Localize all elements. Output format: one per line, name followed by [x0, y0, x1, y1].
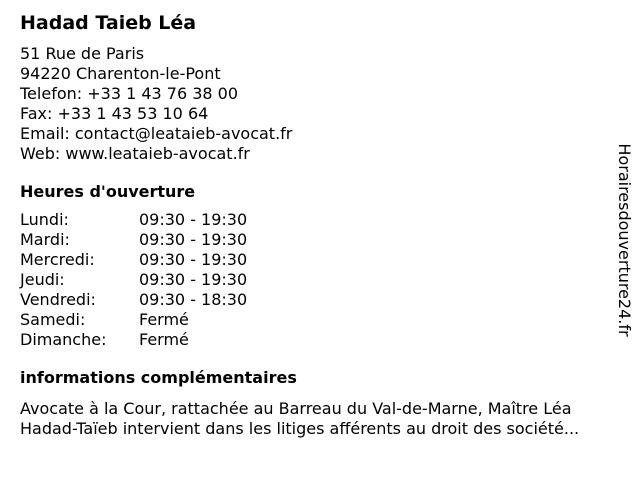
- hours-row-saturday: [20, 310, 620, 330]
- day-hours: Fermé: [139, 310, 189, 329]
- day-hours: Fermé: [139, 330, 189, 349]
- phone-number: Telefon: +33 1 43 76 38 00: [20, 84, 239, 103]
- hours-row-monday: [20, 210, 620, 230]
- description-line: Avocate à la Cour, rattachée au Barreau du Val-de-Marne, Maître Léa: [20, 399, 572, 418]
- additional-info-heading: informations complémentaires: [20, 368, 297, 387]
- hours-row-sunday: [20, 330, 620, 350]
- opening-hours-table: [20, 210, 620, 350]
- day-label: Jeudi:: [20, 270, 65, 289]
- additional-info-text: [20, 399, 620, 439]
- hours-row-wednesday: [20, 250, 620, 270]
- fax-number: Fax: +33 1 43 53 10 64: [20, 104, 209, 123]
- description-line: Hadad-Taïeb intervient dans les litiges afférents au droit des société...: [20, 419, 580, 438]
- contact-block: [20, 44, 620, 164]
- business-card: [20, 10, 620, 439]
- email-address: Email: contact@leataieb-avocat.fr: [20, 124, 293, 143]
- day-hours: 09:30 - 19:30: [139, 230, 248, 249]
- address-city: 94220 Charenton-le-Pont: [20, 64, 221, 83]
- day-hours: 09:30 - 19:30: [139, 210, 248, 229]
- business-name: Hadad Taieb Léa: [20, 12, 197, 34]
- hours-row-thursday: [20, 270, 620, 290]
- day-label: Samedi:: [20, 310, 86, 329]
- day-label: Mercredi:: [20, 250, 95, 269]
- address-street: 51 Rue de Paris: [20, 44, 145, 63]
- day-hours: 09:30 - 19:30: [139, 250, 248, 269]
- hours-row-tuesday: [20, 230, 620, 250]
- day-label: Vendredi:: [20, 290, 96, 309]
- opening-hours-heading: Heures d'ouverture: [20, 182, 196, 201]
- website: Web: www.leataieb-avocat.fr: [20, 144, 250, 163]
- day-hours: 09:30 - 19:30: [139, 270, 248, 289]
- hours-row-friday: [20, 290, 620, 310]
- day-label: Mardi:: [20, 230, 70, 249]
- day-label: Lundi:: [20, 210, 69, 229]
- day-label: Dimanche:: [20, 330, 107, 349]
- site-watermark: Horairesdouverture24.fr: [615, 143, 634, 337]
- day-hours: 09:30 - 18:30: [139, 290, 248, 309]
